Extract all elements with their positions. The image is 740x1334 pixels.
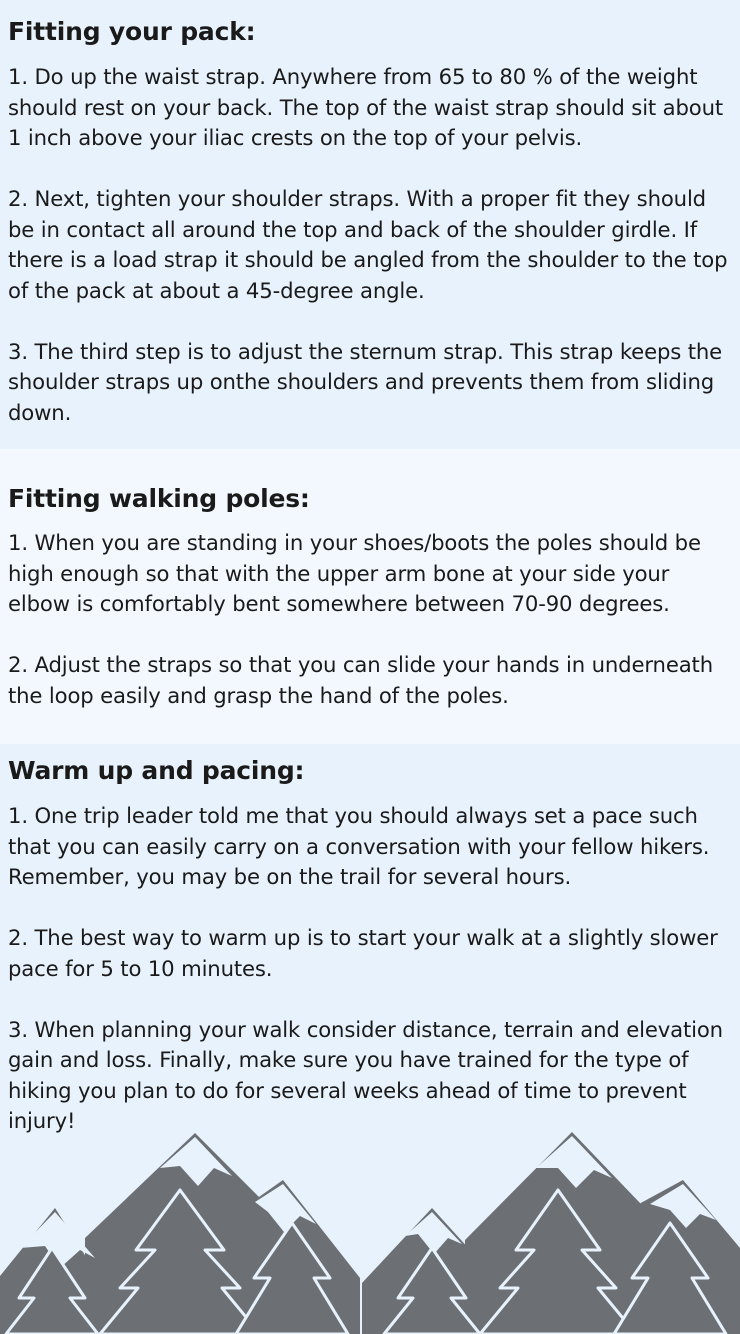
section-title: Fitting walking poles: [8, 484, 310, 513]
mountains-and-pines-icon [0, 1128, 740, 1334]
section-fitting-pack [0, 0, 740, 449]
section-walking-poles [0, 449, 740, 744]
list-item: 1. When you are standing in your shoes/boots the poles should be high enough so that with the upper arm bone at your side your elbow is comfortably bent somewhere between 70-90 degrees. [8, 530, 701, 616]
list-item: 2. Next, tighten your shoulder straps. With a proper fit they should be in contact all around the top and back of the shoulder girdle. If there is a load strap it should be angled from the shoulder to the top of the pack at about a 45-degree angle. [8, 186, 728, 303]
list-item: 3. When planning your walk consider distance, terrain and elevation gain and loss. Finally, make sure you have trained for the type of hiking you plan to do for several weeks ahead of time to prevent injury! [8, 1016, 723, 1133]
section-items [8, 528, 732, 742]
list-item: 2. The best way to warm up is to start your walk at a slightly slower pace for 5 to 10 minutes. [8, 925, 718, 981]
list-item: 1. Do up the waist strap. Anywhere from 65 to 80 % of the weight should rest on your back. The top of the waist strap should sit about 1 inch above your iliac crests on the top of your pelvis. [8, 64, 724, 150]
section-title: Warm up and pacing: [8, 756, 305, 785]
section-items [8, 62, 732, 459]
list-item: 2. Adjust the straps so that you can slide your hands in underneath the loop easily and grasp the hand of the poles. [8, 652, 713, 708]
section-title: Fitting your pack: [8, 17, 256, 46]
section-items [8, 801, 732, 1167]
list-item: 1. One trip leader told me that you should always set a pace such that you can easily carry on a conversation with your fellow hikers. Remember, you may be on the trail for several hours. [8, 803, 710, 889]
list-item: 3. The third step is to adjust the sternum strap. This strap keeps the shoulder straps up onthe shoulders and prevents them from sliding down. [8, 338, 723, 425]
